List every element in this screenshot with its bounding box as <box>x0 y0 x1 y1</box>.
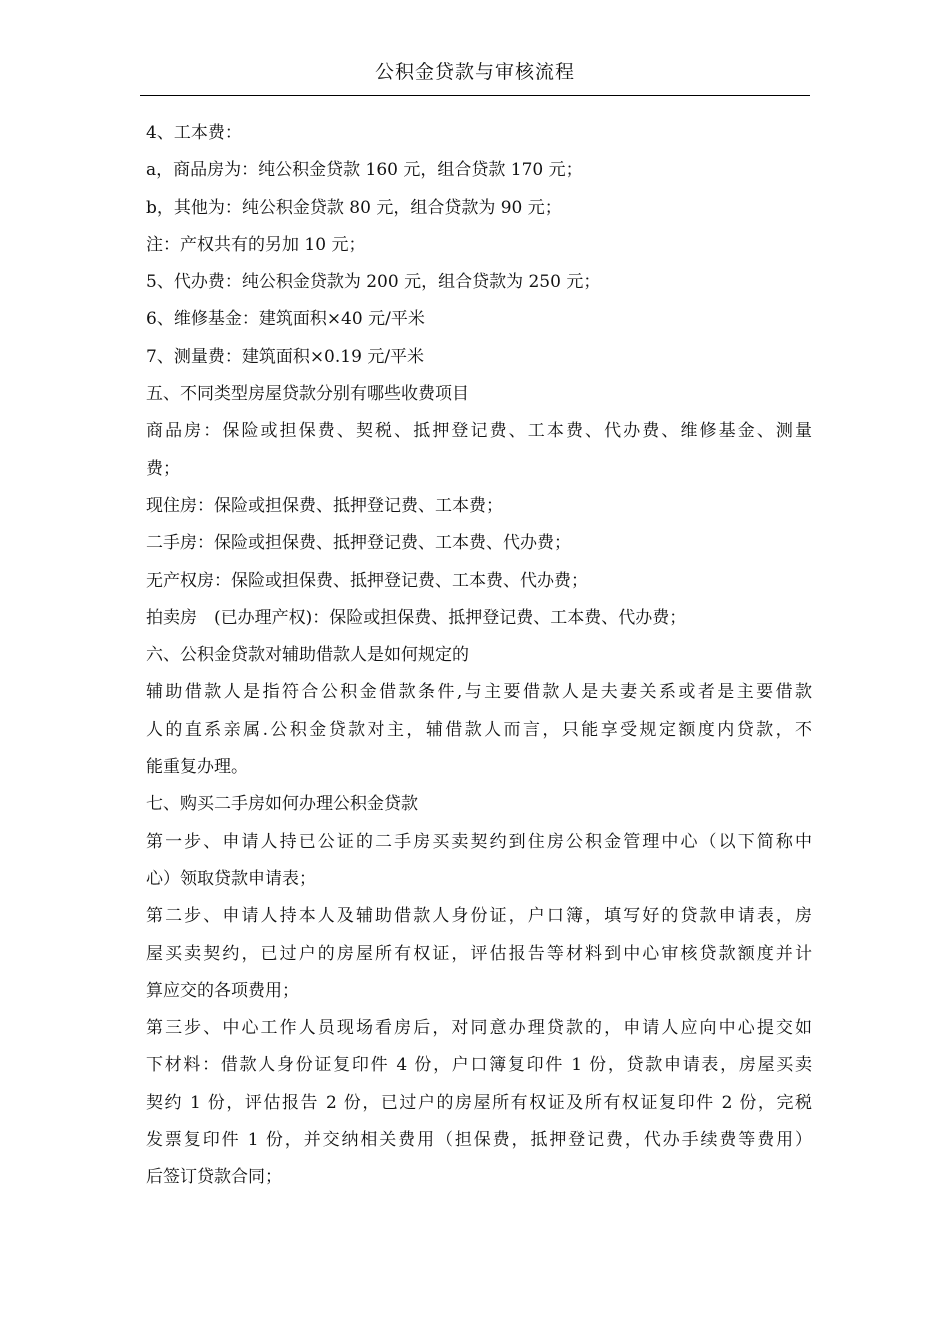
text-line: 下材料：借款人身份证复印件 4 份，户口簿复印件 1 份，贷款申请表，房屋买卖 <box>146 1055 812 1076</box>
fee-heading-line: 4、工本费： <box>146 123 242 143</box>
text-line: 第二步、申请人持本人及辅助借款人身份证，户口簿，填写好的贷款申请表，房 <box>146 906 812 927</box>
section-heading: 六、公积金贷款对辅助借款人是如何规定的 <box>146 645 469 666</box>
text-line: 费； <box>146 458 180 479</box>
text-line: 第一步、申请人持已公证的二手房买卖契约到住房公积金管理中心（以下简称中 <box>146 831 812 852</box>
text-line: 二手房：保险或担保费、抵押登记费、工本费、代办费； <box>146 533 571 554</box>
text-line: 后签订贷款合同； <box>146 1167 282 1188</box>
text-line: 辅助借款人是指符合公积金借款条件,与主要借款人是夫妻关系或者是主要借款 <box>146 682 812 703</box>
text-line: 屋买卖契约，已过户的房屋所有权证，评估报告等材料到中心审核贷款额度并计 <box>146 943 812 964</box>
page-title: 公积金贷款与审核流程 <box>374 61 575 83</box>
text-line: 现住房：保险或担保费、抵押登记费、工本费； <box>146 495 503 516</box>
text-line: 注：产权共有的另加 10 元； <box>146 234 366 255</box>
section-heading: 七、购买二手房如何办理公积金贷款 <box>146 794 418 815</box>
text-line: 心）领取贷款申请表； <box>146 868 316 889</box>
text-line: 算应交的各项费用； <box>146 980 299 1001</box>
text-line: b，其他为：纯公积金贷款 80 元，组合贷款为 90 元； <box>146 197 562 218</box>
text-line: 能重复办理。 <box>146 757 248 778</box>
document-body <box>146 115 812 1197</box>
text-line: 契约 1 份，评估报告 2 份，已过户的房屋所有权证及所有权证复印件 2 份，完税 <box>146 1092 812 1113</box>
text-line: 人的直系亲属.公积金贷款对主，辅借款人而言，只能享受规定额度内贷款，不 <box>146 719 812 740</box>
text-line: 7、测量费：建筑面积×0.19 元/平米 <box>146 346 425 367</box>
text-line: 商品房：保险或担保费、契税、抵押登记费、工本费、代办费、维修基金、测量 <box>146 421 812 442</box>
section-heading: 五、不同类型房屋贷款分别有哪些收费项目 <box>146 384 469 405</box>
text-line: 5、代办费：纯公积金贷款为 200 元，组合贷款为 250 元； <box>146 272 601 293</box>
page-header <box>140 60 810 96</box>
text-line: 拍卖房 (已办理产权)：保险或担保费、抵押登记费、工本费、代办费； <box>146 607 687 628</box>
text-line: 发票复印件 1 份，并交纳相关费用（担保费，抵押登记费，代办手续费等费用） <box>146 1130 812 1151</box>
text-line: 第三步、中心工作人员现场看房后，对同意办理贷款的，申请人应向中心提交如 <box>146 1018 812 1039</box>
text-line: 无产权房：保险或担保费、抵押登记费、工本费、代办费； <box>146 570 588 591</box>
text-line: 6、维修基金：建筑面积×40 元/平米 <box>146 309 425 330</box>
text-line: a，商品房为：纯公积金贷款 160 元，组合贷款 170 元； <box>146 160 583 181</box>
